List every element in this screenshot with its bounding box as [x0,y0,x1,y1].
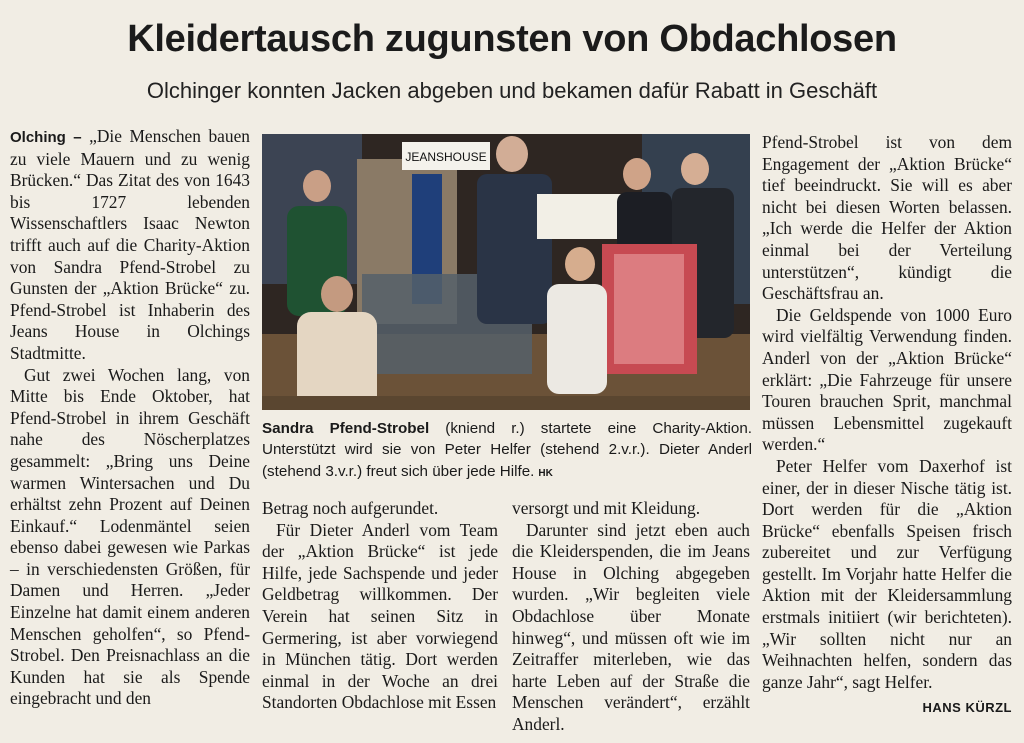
paragraph [10,126,250,365]
caption-name: Sandra Pfend-Strobel [262,420,430,437]
caption-text: (kniend r.) startete eine Charity-Aktion. Unterstützt wird sie von Peter Helfer (stehend 2.v.r.). Dieter Anderl (stehend 3.v.r.) freut sich über jede Hilfe. [262,420,752,480]
column-2 [262,498,498,714]
shop-sign: JEANSHOUSE [405,150,487,164]
article-photo [262,134,750,410]
paragraph: Betrag noch aufgerundet. [262,498,439,518]
paragraph-text: Peter Helfer vom Daxerhof ist einer, der in dieser Nische tätig ist. Dort werden für die „Aktion Brücke“ ebenfalls Speisen frisch zubereitet und zur Verfügung gestellt. Im Vorjahr hatte Helfer die Aktion mit der Kleidersammlung erstmals initiiert (wir berichteten). „Wir sollten nicht nur an Weihnachten helfen, sondern das ganze Jahr“, sagt Helfer. [762,455,1012,692]
paragraph: Für Dieter Anderl vom Team der „Aktion Brücke“ ist jede Hilfe, jede Sachspende und jeder Geldbetrag willkommen. Der Verein hat seinen Sitz in Germering, ist aber vorwiegend in München tätig. Dort werden einmal in der Woche an drei Standorten Obdachlose mit Essen [262,519,498,713]
column-4 [762,132,1012,719]
paragraph [762,455,1012,716]
paragraph: Pfend-Strobel ist von dem Engagement der „Aktion Brücke“ tief beeindruckt. Sie will es aber nicht bei diesen Worten belassen. „Ich werde die Helfer der Aktion einmal bei der Verteilung unterstützen“, kündigt die Geschäftsfrau an. [762,132,1012,304]
photo-illustration [262,134,750,410]
headline: Kleidertausch zugunsten von Obdachlosen [127,18,897,60]
photo-credit: HK [538,467,553,479]
byline: HANS KÜRZL [922,700,1012,716]
paragraph: Gut zwei Wochen lang, von Mitte bis Ende Oktober, hat Pfend-Strobel in ihrem Geschäft nahe des Nöscherplatzes gesammelt: „Bring uns Deine warmen Wintersachen und Du erhältst zehn Prozent auf Deinen Einkauf.“ Lodenmäntel seien ebenso dabei gewesen wie Parkas – in verschiedensten Größen, für Damen und Herren. „Jeder Einzelne hat damit einem anderen Menschen geholfen“, so Pfend-Strobel. Den Preisnachlass an die Kunden hat sie als Spende eingebracht und den [10,364,250,709]
subheadline: Olchinger konnten Jacken abgeben und bekamen dafür Rabatt in Geschäft [146,78,878,103]
paragraph: versorgt und mit Kleidung. [512,498,701,518]
column-3 [512,498,750,736]
photo-caption [262,418,752,484]
column-1 [10,126,250,710]
paragraph-text: „Die Menschen bauen zu viele Mauern und zu wenig Brücken.“ Das Zitat des von 1643 bis 1727 lebenden Wissenschaftlers Isaac Newton trifft auch auf die Charity-Aktion von Sandra Pfend-Strobel zu Gunsten der „Aktion Brücke“ zu. Pfend-Strobel ist Inhaberin des Jeans House in Olchings Stadtmitte. [10,126,250,363]
dateline: Olching – [10,129,82,146]
paragraph: Die Geldspende von 1000 Euro wird vielfältig Verwendung finden. Anderl von der „Aktion Brücke“ erklärt: „Die Fahrzeuge für unsere Touren brauchen Sprit, manchmal müssen Lebensmittel zugekauft werden.“ [762,304,1012,455]
paragraph: Darunter sind jetzt eben auch die Kleiderspenden, die im Jeans House in Olching abgegeben wurden. „Wir begleiten viele Obdachlose über Monate hinweg“, und müssen oft wie im Zeitraffer miterleben, wie das harte Leben auf der Straße die Menschen verändert“, erzählt Anderl. [512,519,750,734]
